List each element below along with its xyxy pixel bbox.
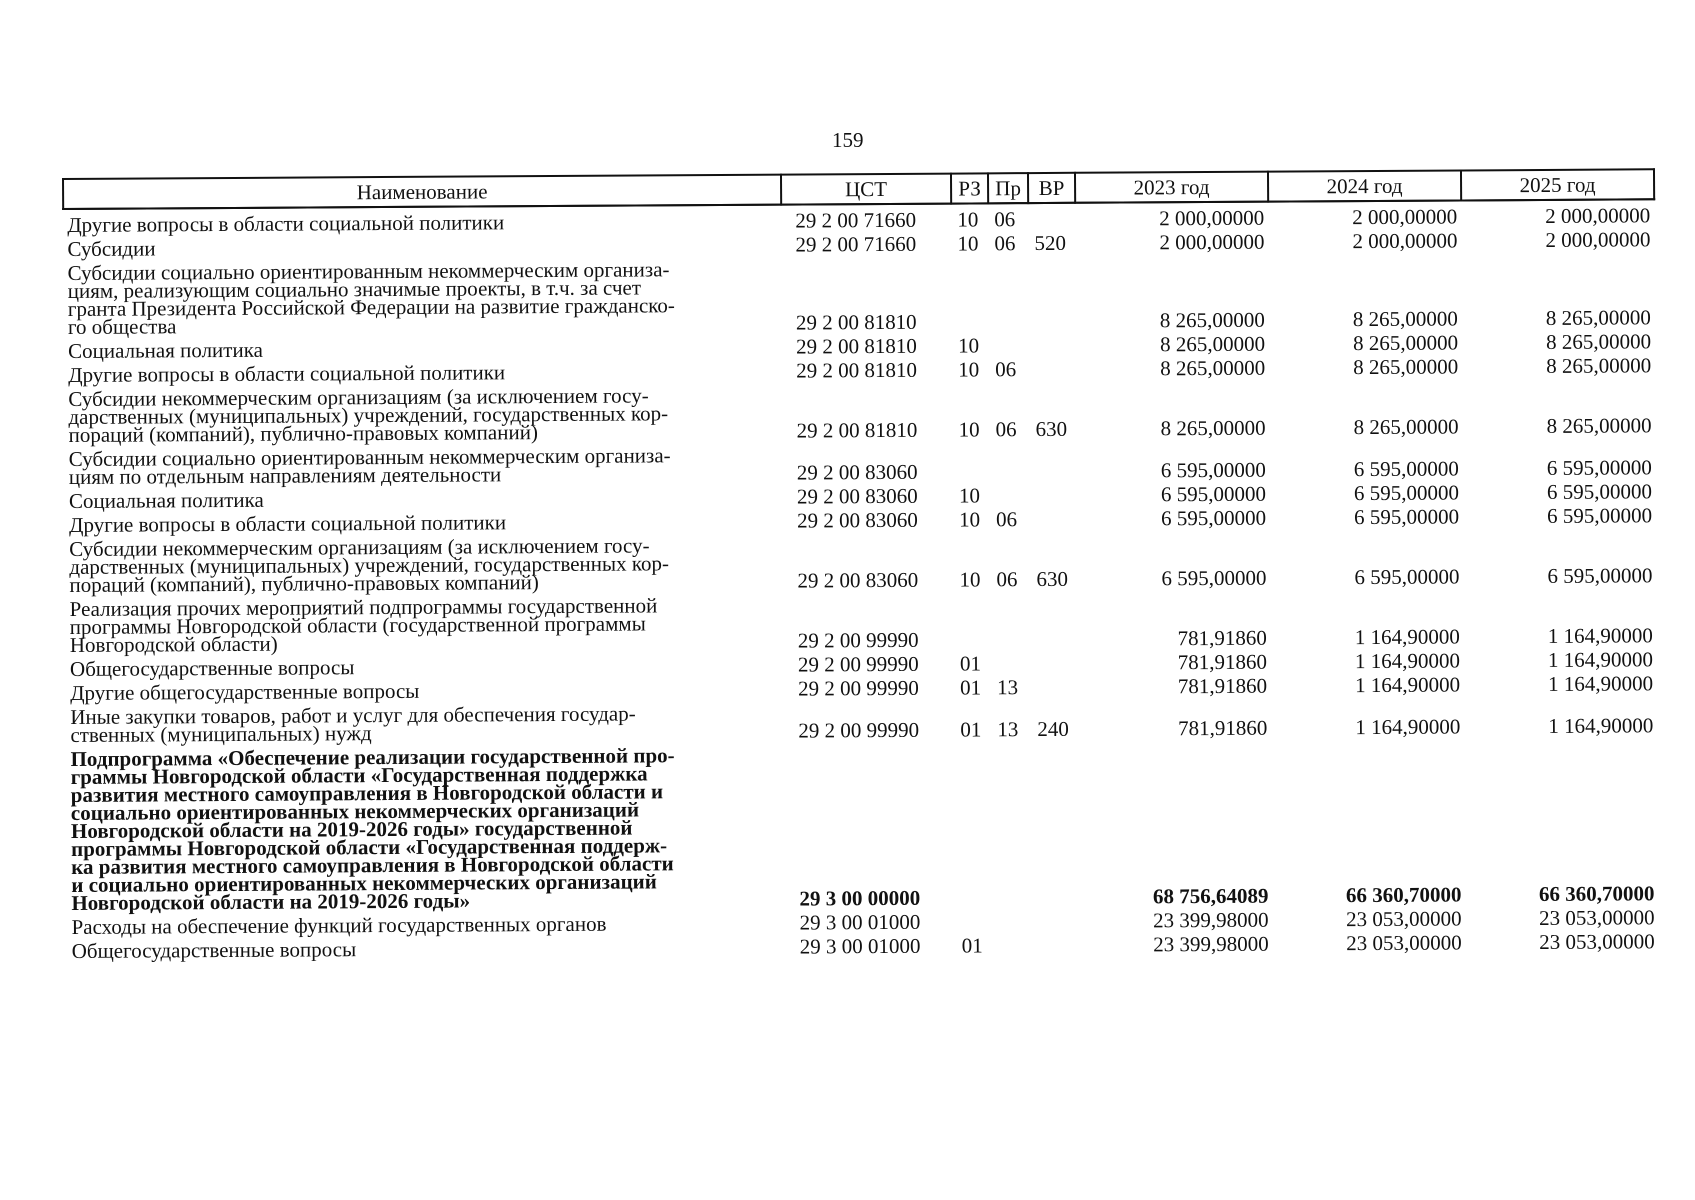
cell-y2025: 66 360,70000 — [1538, 881, 1655, 906]
cell-cst: 29 2 00 81810 — [796, 357, 918, 383]
cell-y2023: 6 595,00000 — [1160, 457, 1266, 483]
cell-y2023: 6 595,00000 — [1161, 505, 1267, 531]
cell-y2024: 2 000,00000 — [1352, 204, 1458, 230]
cell-y2025: 2 000,00000 — [1545, 203, 1651, 228]
cell-y2024: 8 265,00000 — [1352, 306, 1458, 332]
cell-y2024: 1 164,90000 — [1355, 672, 1461, 698]
cell-vr: 520 — [1034, 230, 1066, 256]
cell-y2025: 6 595,00000 — [1546, 455, 1652, 480]
budget-table-container — [62, 168, 1660, 963]
cell-y2023: 8 265,00000 — [1160, 415, 1266, 441]
cell-y2025: 6 595,00000 — [1547, 503, 1653, 528]
cell-y2024: 8 265,00000 — [1352, 330, 1459, 356]
cell-y2023: 781,91860 — [1178, 715, 1268, 741]
cell-cst: 29 2 00 71660 — [795, 207, 917, 233]
table-body — [63, 199, 1659, 963]
cell-y2024: 1 164,90000 — [1355, 714, 1461, 740]
cell-pr — [988, 252, 1028, 330]
cell-cst: 29 2 00 81810 — [796, 417, 918, 443]
table-row — [63, 248, 1654, 336]
cell-y2023: 23 399,98000 — [1152, 907, 1269, 933]
cell-pr: 06 — [994, 207, 1016, 232]
cell-pr: 06 — [995, 357, 1017, 382]
cell-y2024: 6 595,00000 — [1354, 504, 1460, 530]
cell-y2023: 8 265,00000 — [1160, 355, 1266, 381]
header-2025: 2025 год — [1461, 169, 1654, 200]
cell-name: Субсидии — [67, 236, 156, 261]
cell-name: Субсидии некоммерческим организациям (за исключением госу- дарственных (муниципальных) учреждений, государственных кор- пораций (компаний), публично-правовых компаний) — [68, 383, 669, 447]
cell-cst: 29 2 00 81810 — [795, 333, 917, 359]
cell-y2024: 1 164,90000 — [1354, 648, 1461, 674]
cell-y2025: 8 265,00000 — [1546, 413, 1652, 438]
header-vr: ВР — [1028, 173, 1075, 203]
cell-y2023: 8 265,00000 — [1159, 331, 1266, 357]
cell-y2025: 2 000,00000 — [1545, 227, 1651, 252]
cell-vr: 630 — [1036, 566, 1069, 592]
cell-y2024: 23 053,00000 — [1346, 930, 1462, 956]
cell-name: Субсидии социально ориентированным некоммерческим организа- циям по отдельным направлениям деятельности — [68, 443, 671, 489]
cell-pr: 06 — [995, 417, 1017, 442]
cell-name: Общегосударственные вопросы — [69, 655, 355, 681]
cell-cst: 29 2 00 81810 — [795, 309, 917, 335]
cell-y2025: 1 164,90000 — [1547, 647, 1654, 672]
cell-name: Подпрограмма «Обеспечение реализации государственной про- граммы Новгородской области «Государственная поддержка развития местного самоуправления в Новгородской области и социально ориентированных некоммерческих организаций Новгородской области на 2019-2026 годы» государственной программы Новгородской области «Государственная поддерж- ка развития местного самоуправления в Новгородской области и социально ориентированных некоммерческих организаций Новгородской области на 2019-2026 годы» — [70, 743, 675, 915]
cell-cst: 29 3 00 01000 — [799, 909, 921, 935]
cell-y2023: 781,91860 — [1177, 625, 1267, 651]
cell-vr — [1031, 738, 1079, 906]
cell-name: Субсидии некоммерческим организациям (за исключением госу- дарственных (муниципальных) учреждений, государственных кор- пораций (компаний), публично-правовых компаний) — [69, 533, 670, 597]
cell-name: Другие вопросы в области социальной политики — [68, 360, 506, 387]
cell-rz: 10 — [958, 417, 980, 442]
cell-vr — [1028, 203, 1075, 228]
cell-vr — [1030, 438, 1077, 480]
cell-y2024: 6 595,00000 — [1353, 480, 1460, 506]
cell-rz: 01 — [959, 651, 982, 676]
cell-rz: 10 — [959, 507, 981, 532]
cell-y2025: 6 595,00000 — [1546, 479, 1653, 504]
cell-vr: 630 — [1035, 416, 1068, 442]
cell-y2024: 6 595,00000 — [1353, 456, 1459, 482]
cell-pr — [993, 930, 1033, 954]
cell-rz: 10 — [958, 483, 981, 508]
cell-vr — [1028, 252, 1075, 330]
table-row — [64, 374, 1655, 444]
cell-cst: 29 2 00 83060 — [796, 483, 918, 509]
cell-rz — [951, 252, 988, 330]
cell-y2023: 781,91860 — [1177, 673, 1268, 699]
cell-y2025: 8 265,00000 — [1546, 353, 1652, 378]
cell-y2023: 6 595,00000 — [1161, 565, 1267, 591]
cell-pr: 06 — [996, 567, 1018, 592]
cell-y2024: 2 000,00000 — [1352, 228, 1458, 254]
cell-rz: 01 — [960, 717, 982, 742]
cell-y2023: 68 756,64089 — [1152, 883, 1269, 909]
cell-pr — [991, 648, 1031, 672]
cell-cst: 29 3 00 00000 — [799, 885, 921, 911]
cell-rz — [954, 588, 991, 648]
cell-rz — [954, 738, 992, 906]
cell-pr — [992, 906, 1032, 930]
cell-name: Социальная политика — [67, 337, 263, 363]
cell-rz — [953, 438, 990, 480]
cell-pr — [990, 438, 1030, 480]
cell-rz — [955, 906, 992, 930]
table-row — [66, 584, 1657, 654]
header-pr: Пр — [988, 173, 1028, 203]
cell-y2023: 2 000,00000 — [1159, 229, 1265, 255]
cell-y2025: 6 595,00000 — [1547, 563, 1653, 588]
cell-cst: 29 3 00 01000 — [799, 933, 921, 959]
cell-vr — [1031, 588, 1078, 648]
cell-name: Иные закупки товаров, работ и услуг для обеспечения государ- ственных (муниципальных) нужд — [70, 701, 636, 747]
cell-y2024: 1 164,90000 — [1354, 624, 1460, 650]
cell-rz: 10 — [957, 207, 979, 232]
cell-cst: 29 2 00 99990 — [798, 717, 920, 743]
header-rz: РЗ — [951, 173, 988, 203]
cell-y2023: 781,91860 — [1177, 649, 1268, 675]
cell-y2024: 6 595,00000 — [1354, 564, 1460, 590]
cell-pr: 06 — [994, 231, 1016, 256]
cell-y2025: 23 053,00000 — [1539, 929, 1655, 954]
cell-vr — [1033, 930, 1080, 954]
cell-rz: 10 — [957, 333, 980, 358]
cell-vr — [1031, 648, 1078, 672]
header-2023: 2023 год — [1075, 172, 1268, 203]
cell-cst: 29 2 00 99990 — [797, 627, 919, 653]
cell-name: Субсидии социально ориентированным некоммерческим организа- циям, реализующим социально значимые проекты, в т.ч. за счет гранта Президента Российской Федерации на развитие гражданско- го общества — [67, 257, 675, 339]
cell-y2023: 6 595,00000 — [1160, 481, 1267, 507]
cell-y2025: 1 164,90000 — [1548, 713, 1654, 738]
cell-y2023: 2 000,00000 — [1159, 205, 1265, 231]
cell-y2025: 8 265,00000 — [1545, 305, 1651, 330]
table-row — [65, 524, 1656, 594]
cell-y2023: 8 265,00000 — [1159, 307, 1265, 333]
cell-cst: 29 2 00 83060 — [796, 459, 918, 485]
cell-name: Другие вопросы в области социальной политики — [69, 510, 507, 537]
cell-y2024: 66 360,70000 — [1345, 882, 1462, 908]
table-row — [66, 734, 1658, 912]
cell-vr — [1032, 906, 1079, 930]
cell-vr: 240 — [1037, 716, 1069, 742]
header-name: Наименование — [63, 175, 781, 209]
cell-rz: 01 — [960, 675, 982, 700]
cell-rz: 01 — [961, 933, 983, 958]
cell-pr — [991, 588, 1031, 648]
cell-name: Общегосударственные вопросы — [71, 937, 357, 963]
header-2024: 2024 год — [1268, 170, 1461, 201]
cell-rz: 10 — [958, 357, 980, 382]
cell-name: Другие общегосударственные вопросы — [70, 678, 420, 705]
cell-vr — [1030, 504, 1077, 528]
cell-y2024: 8 265,00000 — [1353, 414, 1459, 440]
cell-name: Другие вопросы в области социальной политики — [67, 210, 505, 237]
cell-y2024: 8 265,00000 — [1353, 354, 1459, 380]
cell-vr — [1031, 672, 1078, 696]
cell-cst: 29 2 00 71660 — [795, 231, 917, 257]
cell-y2024: 23 053,00000 — [1345, 906, 1462, 932]
cell-vr — [1030, 480, 1077, 504]
cell-name: Расходы на обеспечение функций государственных органов — [71, 911, 607, 939]
cell-y2025: 1 164,90000 — [1547, 623, 1653, 648]
cell-pr — [990, 480, 1030, 504]
cell-y2025: 23 053,00000 — [1538, 905, 1655, 930]
cell-pr: 13 — [997, 717, 1019, 742]
cell-name: Социальная политика — [68, 487, 264, 513]
cell-y2025: 1 164,90000 — [1548, 671, 1654, 696]
cell-cst: 29 2 00 83060 — [797, 507, 918, 533]
cell-cst: 29 2 00 83060 — [797, 567, 919, 593]
cell-pr — [991, 738, 1032, 906]
cell-y2025: 8 265,00000 — [1545, 329, 1652, 354]
cell-pr — [989, 330, 1029, 354]
cell-rz: 10 — [957, 231, 979, 256]
cell-y2023: 23 399,98000 — [1153, 931, 1269, 957]
header-cst: ЦСТ — [781, 174, 951, 205]
page-number: 159 — [832, 128, 864, 152]
cell-rz: 10 — [959, 567, 981, 592]
budget-table — [62, 168, 1660, 963]
cell-pr: 06 — [996, 507, 1018, 532]
cell-cst: 29 2 00 99990 — [797, 651, 919, 677]
cell-name: Реализация прочих мероприятий подпрограммы государственной программы Новгородской области (государственной программы Новгородской области) — [69, 593, 658, 657]
cell-pr: 13 — [997, 675, 1019, 700]
cell-vr — [1029, 330, 1076, 354]
cell-vr — [1029, 354, 1076, 378]
cell-cst: 29 2 00 99990 — [798, 675, 919, 701]
